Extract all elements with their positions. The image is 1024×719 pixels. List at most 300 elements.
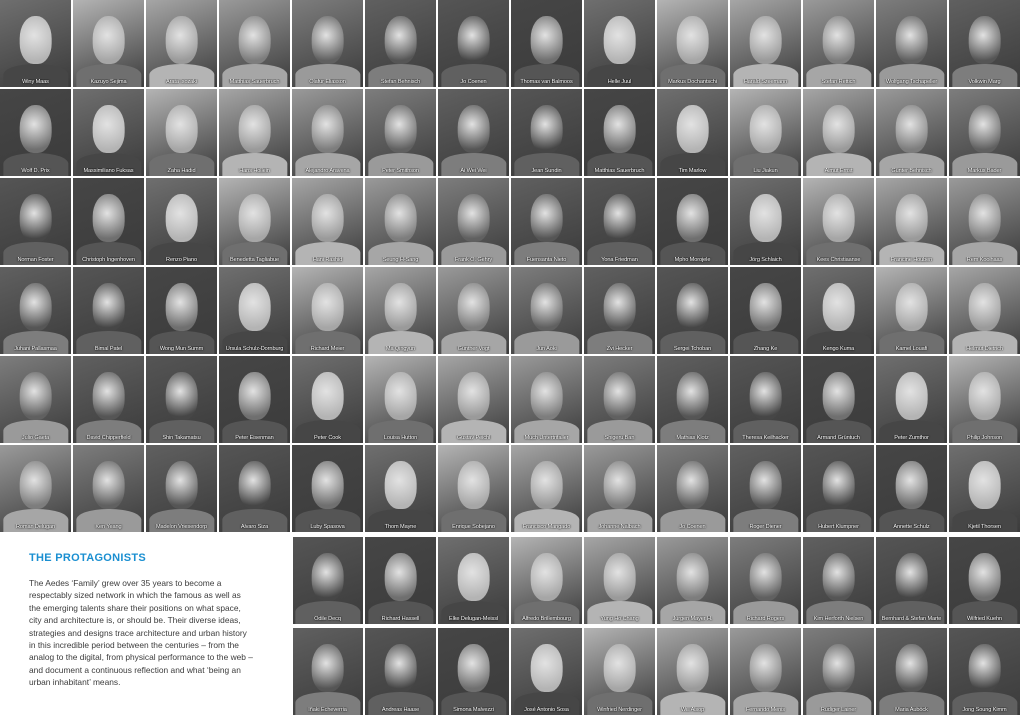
portrait-tile bbox=[876, 89, 947, 176]
portrait-name: Roger Diener bbox=[749, 524, 782, 530]
portrait-name: Francine Houben bbox=[890, 257, 933, 263]
portrait-name: Harald Szeemann bbox=[743, 79, 788, 85]
portrait-name: Armand Grüntuch bbox=[817, 435, 860, 441]
portrait-name: Richard Meier bbox=[310, 346, 345, 352]
portrait-name: Matthias Sauerbruch bbox=[229, 79, 280, 85]
portrait-tile bbox=[219, 89, 290, 176]
portrait-head-shape bbox=[19, 105, 52, 154]
portrait-name: Jo Coenen bbox=[460, 79, 487, 85]
portrait-tile bbox=[730, 356, 801, 443]
portrait-name: David Chipperfield bbox=[86, 435, 131, 441]
portrait-tile bbox=[146, 267, 217, 354]
portrait-tile bbox=[292, 267, 363, 354]
portrait-head-shape bbox=[457, 194, 490, 243]
portrait-head-shape bbox=[749, 461, 782, 510]
portrait-head-shape bbox=[311, 553, 344, 602]
portrait-head-shape bbox=[165, 283, 198, 332]
portrait-head-shape bbox=[384, 553, 417, 602]
portrait-name: Kjetil Thorsen bbox=[968, 524, 1001, 530]
portrait-tile bbox=[949, 537, 1020, 624]
portrait-name: Liu Jiakun bbox=[753, 168, 778, 174]
portrait-tile bbox=[511, 628, 582, 715]
portrait-head-shape bbox=[749, 16, 782, 65]
portrait-head-shape bbox=[384, 16, 417, 65]
portrait-head-shape bbox=[530, 553, 563, 602]
portrait-name: Maria Auböck bbox=[895, 707, 928, 713]
portrait-head-shape bbox=[238, 283, 271, 332]
portrait-tile bbox=[876, 267, 947, 354]
portrait-name: Stefan Rettich bbox=[821, 79, 856, 85]
portrait-head-shape bbox=[311, 105, 344, 154]
portrait-name: Shin Takamatsu bbox=[162, 435, 201, 441]
portrait-tile bbox=[876, 628, 947, 715]
portrait-head-shape bbox=[895, 105, 928, 154]
portrait-tile bbox=[73, 267, 144, 354]
portrait-head-shape bbox=[165, 105, 198, 154]
portrait-tile bbox=[584, 537, 655, 624]
portrait-head-shape bbox=[311, 194, 344, 243]
portrait-head-shape bbox=[457, 283, 490, 332]
portrait-name: Zaha Hadid bbox=[167, 168, 196, 174]
portrait-name: Thom Mayne bbox=[384, 524, 417, 530]
portrait-tile bbox=[438, 537, 509, 624]
portrait-tile bbox=[0, 0, 71, 87]
portrait-tile bbox=[949, 628, 1020, 715]
portrait-tile bbox=[803, 267, 874, 354]
portrait-tile bbox=[584, 628, 655, 715]
portrait-tile bbox=[219, 445, 290, 532]
portrait-tile bbox=[73, 356, 144, 443]
portrait-tile bbox=[365, 267, 436, 354]
portrait-name: Louisa Hutton bbox=[383, 435, 418, 441]
portrait-tile bbox=[730, 178, 801, 265]
portrait-name: Bernhard & Stefan Marte bbox=[881, 616, 942, 622]
portrait-head-shape bbox=[311, 461, 344, 510]
portrait-head-shape bbox=[311, 372, 344, 421]
portrait-tile bbox=[730, 0, 801, 87]
portrait-head-shape bbox=[457, 16, 490, 65]
portrait-head-shape bbox=[384, 372, 417, 421]
portrait-tile bbox=[803, 89, 874, 176]
portrait-tile bbox=[0, 356, 71, 443]
portrait-head-shape bbox=[238, 372, 271, 421]
portrait-name: Zvi Hecker bbox=[606, 346, 633, 352]
portrait-head-shape bbox=[603, 644, 636, 693]
portrait-head-shape bbox=[676, 105, 709, 154]
portrait-head-shape bbox=[384, 461, 417, 510]
portrait-head-shape bbox=[603, 16, 636, 65]
portrait-name: Will Alsop bbox=[680, 707, 705, 713]
portrait-head-shape bbox=[749, 372, 782, 421]
portrait-name: Fuensanta Nieto bbox=[526, 257, 567, 263]
portrait-tile bbox=[730, 89, 801, 176]
portrait-head-shape bbox=[19, 283, 52, 332]
portrait-head-shape bbox=[749, 283, 782, 332]
portrait-tile bbox=[876, 356, 947, 443]
portrait-name: Alejandro Aravena bbox=[305, 168, 350, 174]
portrait-name: Peter Eisenman bbox=[235, 435, 274, 441]
portrait-head-shape bbox=[676, 194, 709, 243]
portrait-head-shape bbox=[895, 16, 928, 65]
portrait-name: Wolf D. Prix bbox=[21, 168, 50, 174]
portrait-tile bbox=[73, 178, 144, 265]
portrait-head-shape bbox=[238, 16, 271, 65]
portrait-head-shape bbox=[895, 644, 928, 693]
portrait-name: Peter Smithson bbox=[382, 168, 419, 174]
portrait-name: Yona Friedman bbox=[601, 257, 638, 263]
portrait-head-shape bbox=[822, 461, 855, 510]
portrait-head-shape bbox=[19, 194, 52, 243]
portrait-name: Ai Wei Wei bbox=[460, 168, 487, 174]
portrait-name: José Antonio Sosa bbox=[524, 707, 569, 713]
portrait-tile bbox=[146, 89, 217, 176]
portrait-tile bbox=[876, 445, 947, 532]
portrait-name: Thomas van Balmoos bbox=[520, 79, 573, 85]
portrait-name: Kees Christiaanse bbox=[816, 257, 861, 263]
portrait-tile bbox=[657, 356, 728, 443]
portrait-name: Simona Malvezzi bbox=[453, 707, 494, 713]
portrait-head-shape bbox=[895, 194, 928, 243]
portrait-name: Odile Decq bbox=[314, 616, 341, 622]
portrait-name: Alfredo Brillembourg bbox=[522, 616, 571, 622]
portrait-tile bbox=[511, 445, 582, 532]
portrait-head-shape bbox=[530, 283, 563, 332]
portrait-tile bbox=[438, 445, 509, 532]
portrait-name: Jo Coenen bbox=[679, 524, 706, 530]
portrait-name: Andreas Haase bbox=[381, 707, 420, 713]
portrait-tile bbox=[657, 267, 728, 354]
portrait-name: Wilfried Kuehn bbox=[967, 616, 1002, 622]
portrait-tile bbox=[803, 628, 874, 715]
portrait-tile bbox=[0, 89, 71, 176]
portrait-head-shape bbox=[457, 461, 490, 510]
portrait-tile bbox=[0, 178, 71, 265]
portrait-tile bbox=[365, 356, 436, 443]
portrait-tile bbox=[730, 628, 801, 715]
portrait-head-shape bbox=[822, 553, 855, 602]
intro-panel bbox=[0, 537, 293, 719]
portrait-head-shape bbox=[384, 283, 417, 332]
portrait-head-shape bbox=[530, 644, 563, 693]
portrait-tile bbox=[438, 356, 509, 443]
portrait-name: Jong Soung Kimm bbox=[962, 707, 1007, 713]
portrait-tile bbox=[292, 628, 363, 715]
portrait-tile bbox=[876, 178, 947, 265]
portrait-head-shape bbox=[457, 644, 490, 693]
portrait-name: Ursula Schulz-Dornburg bbox=[225, 346, 284, 352]
portrait-head-shape bbox=[749, 644, 782, 693]
portrait-tile bbox=[730, 267, 801, 354]
portrait-head-shape bbox=[457, 372, 490, 421]
portrait-head-shape bbox=[968, 105, 1001, 154]
portrait-name: Volkwin Marg bbox=[968, 79, 1001, 85]
portrait-tile bbox=[365, 628, 436, 715]
portrait-tile bbox=[219, 0, 290, 87]
portrait-head-shape bbox=[92, 283, 125, 332]
portrait-name: Rem Koolhaas bbox=[966, 257, 1003, 263]
section-title: THE PROTAGONISTS bbox=[29, 552, 147, 564]
portrait-head-shape bbox=[895, 283, 928, 332]
portrait-name: Theresa Keilhacker bbox=[742, 435, 789, 441]
portrait-tile bbox=[511, 178, 582, 265]
portrait-tile bbox=[438, 0, 509, 87]
portrait-tile bbox=[365, 445, 436, 532]
portrait-head-shape bbox=[603, 105, 636, 154]
portrait-head-shape bbox=[530, 194, 563, 243]
portrait-head-shape bbox=[603, 283, 636, 332]
portrait-tile bbox=[365, 0, 436, 87]
portrait-name: Winy Maas bbox=[22, 79, 49, 85]
portrait-head-shape bbox=[968, 16, 1001, 65]
portrait-name: Luby Spasova bbox=[310, 524, 345, 530]
portrait-tile bbox=[730, 445, 801, 532]
portrait-name: Julio Gaeta bbox=[21, 435, 50, 441]
portrait-name: Sergei Tchoban bbox=[673, 346, 712, 352]
portrait-name: Massimiliano Fuksas bbox=[83, 168, 134, 174]
portrait-name: Bimal Patel bbox=[94, 346, 123, 352]
portrait-tile bbox=[949, 356, 1020, 443]
portrait-tile bbox=[949, 445, 1020, 532]
portrait-head-shape bbox=[822, 194, 855, 243]
portrait-name: Alvaro Siza bbox=[240, 524, 269, 530]
portrait-name: Kamel Louafi bbox=[895, 346, 928, 352]
portrait-tile bbox=[292, 537, 363, 624]
portrait-tile bbox=[803, 356, 874, 443]
portrait-tile bbox=[949, 0, 1020, 87]
portrait-name: Stefan Behnisch bbox=[380, 79, 421, 85]
portrait-head-shape bbox=[19, 372, 52, 421]
portrait-head-shape bbox=[165, 461, 198, 510]
portrait-tile bbox=[511, 0, 582, 87]
portrait-tile bbox=[584, 89, 655, 176]
portrait-name: Mathias Klotz bbox=[676, 435, 709, 441]
portrait-name: Fernando Menis bbox=[745, 707, 786, 713]
portrait-name: Juhani Pallasmaa bbox=[14, 346, 57, 352]
portrait-name: Mpho Morojele bbox=[674, 257, 711, 263]
portrait-name: Helmut Dietrich bbox=[966, 346, 1003, 352]
portrait-name: Much Untertrifaller bbox=[524, 435, 569, 441]
portrait-head-shape bbox=[238, 105, 271, 154]
portrait-head-shape bbox=[384, 194, 417, 243]
portrait-name: Peter Zumthor bbox=[894, 435, 929, 441]
portrait-head-shape bbox=[384, 105, 417, 154]
portrait-tile bbox=[365, 178, 436, 265]
portrait-tile bbox=[146, 356, 217, 443]
portrait-name: Matthias Sauerbruch bbox=[594, 168, 645, 174]
portrait-head-shape bbox=[92, 194, 125, 243]
portrait-name: Arata Isozaki bbox=[165, 79, 198, 85]
portrait-name: Iñaki Echeverria bbox=[308, 707, 347, 713]
portrait-tile bbox=[73, 0, 144, 87]
portrait-head-shape bbox=[676, 644, 709, 693]
portrait-head-shape bbox=[895, 372, 928, 421]
portrait-head-shape bbox=[603, 372, 636, 421]
portrait-head-shape bbox=[384, 644, 417, 693]
portrait-name: Madelon Vriesendorp bbox=[155, 524, 208, 530]
portrait-head-shape bbox=[530, 372, 563, 421]
portrait-head-shape bbox=[822, 644, 855, 693]
portrait-head-shape bbox=[603, 553, 636, 602]
portrait-name: Hubert Klumpner bbox=[818, 524, 859, 530]
portrait-name: Günther Vogt bbox=[457, 346, 490, 352]
portrait-head-shape bbox=[165, 372, 198, 421]
portrait-head-shape bbox=[676, 283, 709, 332]
portrait-name: Annette Schulz bbox=[893, 524, 930, 530]
portrait-tile bbox=[657, 89, 728, 176]
portrait-tile bbox=[146, 445, 217, 532]
portrait-head-shape bbox=[749, 105, 782, 154]
portrait-tile bbox=[657, 0, 728, 87]
portrait-tile bbox=[876, 537, 947, 624]
portrait-tile bbox=[949, 178, 1020, 265]
portrait-tile bbox=[584, 178, 655, 265]
portrait-name: Kazuyo Sejima bbox=[90, 79, 127, 85]
portrait-name: Markus Bader bbox=[967, 168, 1002, 174]
portrait-name: Jun Aoki bbox=[536, 346, 557, 352]
portrait-name: Philip Johnson bbox=[967, 435, 1002, 441]
portrait-name: Hans Hollein bbox=[239, 168, 270, 174]
portrait-head-shape bbox=[92, 16, 125, 65]
portrait-name: Tim Marlow bbox=[678, 168, 707, 174]
portrait-tile bbox=[511, 537, 582, 624]
portrait-tile bbox=[146, 0, 217, 87]
portrait-name: Renzo Piano bbox=[166, 257, 197, 263]
portrait-tile bbox=[730, 537, 801, 624]
portrait-head-shape bbox=[895, 553, 928, 602]
portrait-name: Almut Ernst bbox=[824, 168, 853, 174]
portrait-name: Yung Ho Chang bbox=[600, 616, 639, 622]
portrait-name: Norman Foster bbox=[17, 257, 54, 263]
portrait-head-shape bbox=[92, 372, 125, 421]
portrait-name: Christoph Ingenhoven bbox=[82, 257, 135, 263]
portrait-name: Benedetta Tagliabue bbox=[229, 257, 279, 263]
portrait-tile bbox=[511, 267, 582, 354]
portrait-tile bbox=[511, 356, 582, 443]
portrait-tile bbox=[803, 0, 874, 87]
portrait-head-shape bbox=[968, 644, 1001, 693]
portrait-tile bbox=[219, 178, 290, 265]
portrait-head-shape bbox=[530, 105, 563, 154]
portrait-tile bbox=[803, 445, 874, 532]
portrait-tile bbox=[438, 628, 509, 715]
portrait-head-shape bbox=[676, 553, 709, 602]
portrait-head-shape bbox=[822, 105, 855, 154]
portrait-tile bbox=[438, 178, 509, 265]
portrait-tile bbox=[365, 537, 436, 624]
portrait-tile bbox=[438, 89, 509, 176]
portrait-name: Rüdiger Lainer bbox=[820, 707, 857, 713]
portrait-tile bbox=[803, 537, 874, 624]
portrait-head-shape bbox=[968, 553, 1001, 602]
portrait-name: Günter Behnisch bbox=[891, 168, 932, 174]
portrait-name: Johanne Nalbach bbox=[598, 524, 641, 530]
portrait-tile bbox=[0, 445, 71, 532]
portrait-name: Hani Rashid bbox=[312, 257, 343, 263]
portrait-head-shape bbox=[603, 194, 636, 243]
portrait-tile bbox=[292, 445, 363, 532]
portrait-name: Ken Yeang bbox=[95, 524, 122, 530]
portrait-tile bbox=[657, 178, 728, 265]
portrait-name: Seung H-Sang bbox=[382, 257, 419, 263]
portrait-name: Francisco Mangado bbox=[522, 524, 571, 530]
portrait-head-shape bbox=[749, 194, 782, 243]
portrait-name: Jürgen Mayer H. bbox=[672, 616, 713, 622]
portrait-name: Ma Qingyun bbox=[385, 346, 416, 352]
portrait-name: Elke Delugan-Meissl bbox=[448, 616, 499, 622]
portrait-name: Markus Dochantschi bbox=[668, 79, 717, 85]
portrait-tile bbox=[584, 0, 655, 87]
portrait-tile bbox=[657, 537, 728, 624]
intro-paragraph: The Aedes ‘Family’ grew over 35 years to become a respectably sized network in which the famous as well as the emerging talents share their positions on what space, city and architecture is, or should be. Their diverse ideas, strategies and designs trace architecture and urban history in this incredible period between the centuries – from the analog to the digital, from physical performance to the web – and document a continuous reflection and what ‘being an urban inhabitant’ means. bbox=[29, 578, 253, 688]
portrait-name: Roman Delugan bbox=[15, 524, 56, 530]
portrait-head-shape bbox=[895, 461, 928, 510]
portrait-tile bbox=[0, 267, 71, 354]
portrait-name: Enrique Sobejano bbox=[452, 524, 495, 530]
portrait-tile bbox=[219, 356, 290, 443]
portrait-head-shape bbox=[530, 16, 563, 65]
portrait-head-shape bbox=[603, 461, 636, 510]
portrait-tile bbox=[219, 267, 290, 354]
portrait-head-shape bbox=[238, 461, 271, 510]
portrait-tile bbox=[292, 356, 363, 443]
portrait-head-shape bbox=[311, 16, 344, 65]
portrait-tile bbox=[365, 89, 436, 176]
portrait-head-shape bbox=[822, 372, 855, 421]
portrait-name: Peter Cook bbox=[314, 435, 341, 441]
portrait-head-shape bbox=[968, 194, 1001, 243]
portrait-head-shape bbox=[822, 16, 855, 65]
portrait-name: Zhang Ke bbox=[753, 346, 778, 352]
portrait-head-shape bbox=[530, 461, 563, 510]
portrait-tile bbox=[73, 445, 144, 532]
portrait-head-shape bbox=[749, 553, 782, 602]
portrait-tile bbox=[876, 0, 947, 87]
portrait-name: Richard Hassell bbox=[381, 616, 420, 622]
portrait-head-shape bbox=[457, 553, 490, 602]
portrait-head-shape bbox=[238, 194, 271, 243]
portrait-tile bbox=[146, 178, 217, 265]
portrait-head-shape bbox=[92, 461, 125, 510]
portrait-head-shape bbox=[968, 372, 1001, 421]
portrait-tile bbox=[949, 267, 1020, 354]
portrait-tile bbox=[292, 89, 363, 176]
portrait-tile bbox=[292, 0, 363, 87]
portrait-tile bbox=[949, 89, 1020, 176]
portrait-name: Frank O. Gehry bbox=[454, 257, 493, 263]
portrait-head-shape bbox=[165, 194, 198, 243]
portrait-head-shape bbox=[311, 644, 344, 693]
portrait-name: Jean Sundin bbox=[531, 168, 562, 174]
portrait-tile bbox=[584, 356, 655, 443]
portrait-head-shape bbox=[19, 16, 52, 65]
portrait-head-shape bbox=[92, 105, 125, 154]
portrait-tile bbox=[803, 178, 874, 265]
portrait-name: Olafur Eliasson bbox=[309, 79, 346, 85]
portrait-name: Helle Juul bbox=[607, 79, 632, 85]
portrait-head-shape bbox=[165, 16, 198, 65]
portrait-head-shape bbox=[676, 461, 709, 510]
portrait-tile bbox=[657, 628, 728, 715]
portrait-tile bbox=[292, 178, 363, 265]
portrait-tile bbox=[584, 267, 655, 354]
portrait-name: Jörg Schlaich bbox=[749, 257, 782, 263]
portrait-head-shape bbox=[457, 105, 490, 154]
portrait-name: Richard Rogers bbox=[746, 616, 785, 622]
portrait-name: Winfried Nerdinger bbox=[597, 707, 642, 713]
portrait-head-shape bbox=[676, 16, 709, 65]
portrait-tile bbox=[584, 445, 655, 532]
portrait-head-shape bbox=[311, 283, 344, 332]
